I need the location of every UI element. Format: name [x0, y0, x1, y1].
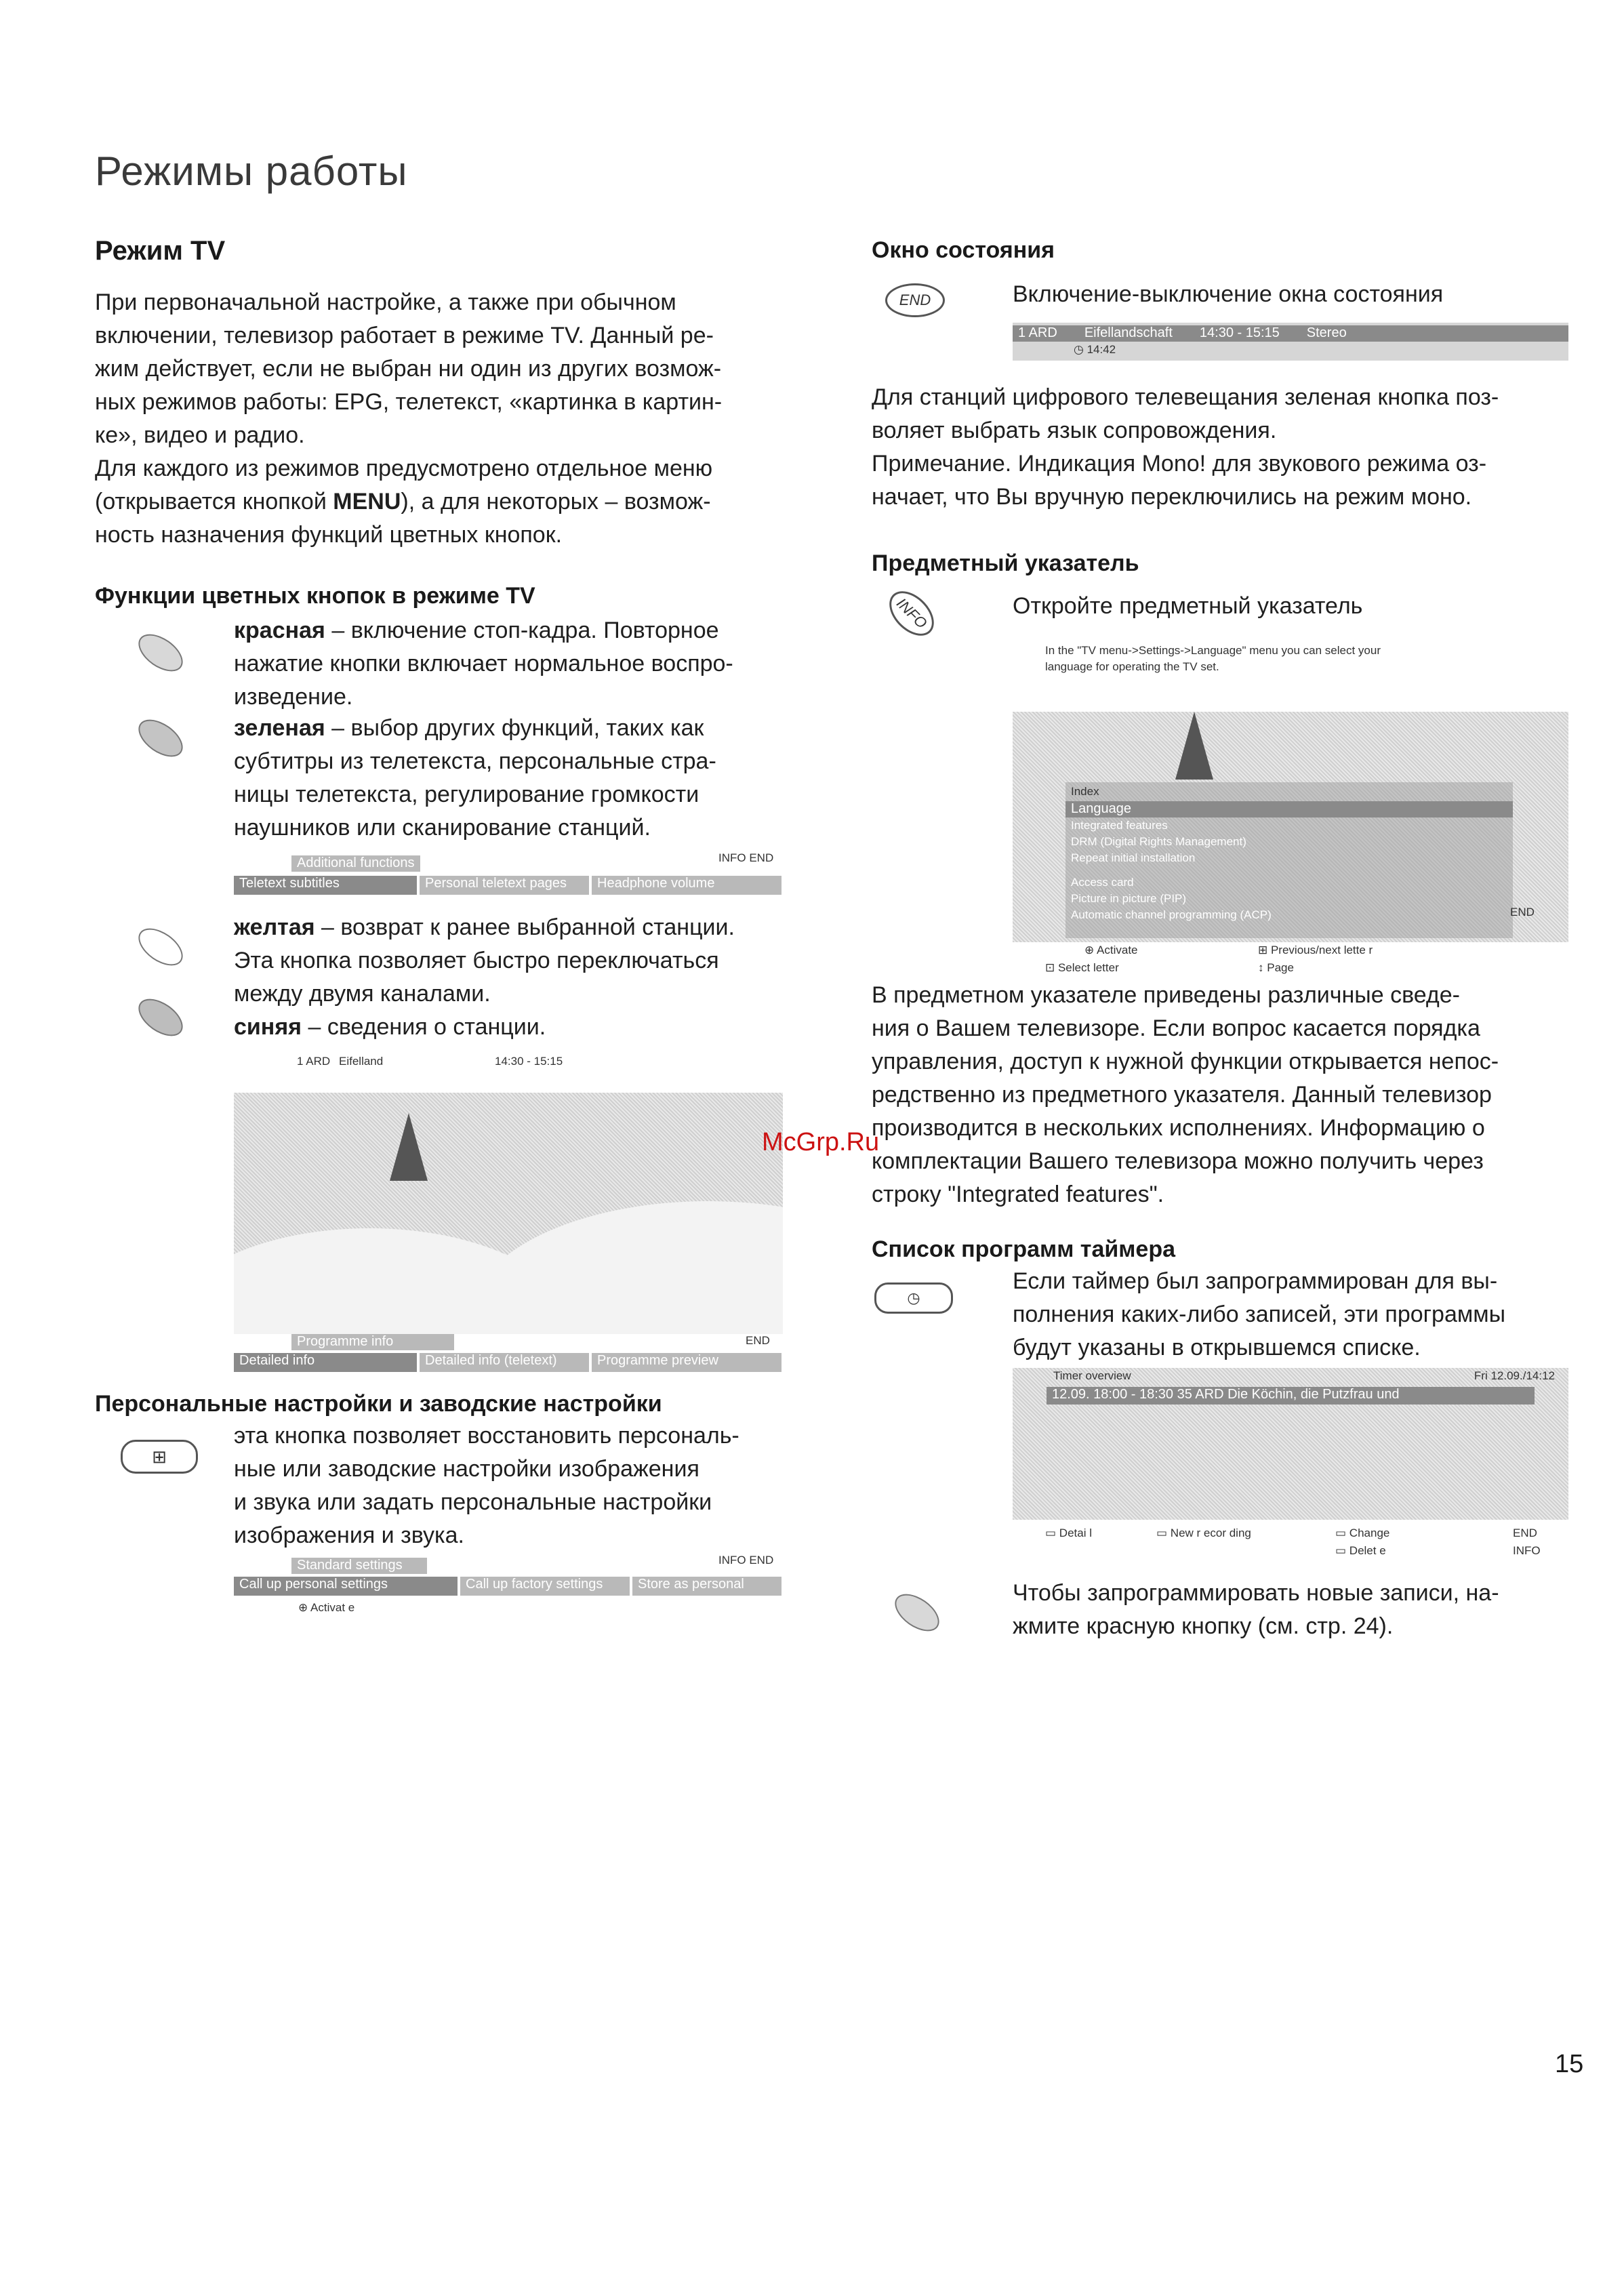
- timer-delete: ▭ Delet e: [1335, 1544, 1386, 1557]
- final-paragraph: Чтобы запрограммировать новые записи, на- жмите красную кнопку (см. стр. 24).: [1013, 1580, 1499, 1639]
- intro-paragraph: При первоначальной настройке, а также при обычном включении, телевизор работает в режиме TV. Данный ре- жим действует, если не выбран ни один из других возмож- ных режимов работы: EPG, телетекст, «картинка в картин- ке», видео и радио. Для каждого из режимов предусмотрено отдельное меню (открывается кнопкой MENU), а для некоторых – возмож- ность назначения функций цветных кнопок.: [95, 289, 723, 548]
- timer-row[interactable]: 12.09. 18:00 - 18:30 35 ARD Die Köchin, die Putzfrau und: [1047, 1387, 1535, 1405]
- personal-screen-keys: INFO END: [718, 1554, 774, 1567]
- tv-mode-heading: Режим TV: [95, 236, 226, 266]
- yellow-button-text: желтая – возврат к ранее выбранной станции. Эта кнопка позволяет быстро переключаться между двумя каналами. синяя – сведения о станции.: [234, 914, 735, 1040]
- personal-screen-activate: ⊕ Activat e: [298, 1601, 355, 1614]
- status-window-screen: [1013, 323, 1568, 361]
- green-button-text: зеленая – выбор других функций, таких как субтитры из телетекста, персональные стра- ницы телетекста, регулирование громкости наушников или сканирование станций.: [234, 715, 716, 841]
- blue-screen-item: Programme preview: [592, 1353, 781, 1372]
- timer-title: Timer overview: [1053, 1369, 1131, 1382]
- index-item[interactable]: Automatic channel programming (ACP): [1071, 908, 1272, 921]
- index-paragraph: В предметном указателе приведены различные сведе- ния о Вашем телевизоре. Если вопрос касается порядка управления, доступ к нужной функции открывается непос- редственно из предметного указателя. Данный телевизор производится в нескольких исполнениях. Информацию о комплектации Вашего телевизора можно получить через строку "Integrated features".: [872, 982, 1499, 1207]
- blue-screen-item: Detailed info: [234, 1353, 417, 1372]
- personal-screen-item: Call up personal settings: [234, 1577, 458, 1596]
- index-item[interactable]: Picture in picture (PIP): [1071, 892, 1187, 905]
- timer-end: END: [1513, 1527, 1537, 1539]
- personal-screen-menu: [234, 1577, 783, 1596]
- index-heading: Предметный указатель: [872, 550, 1139, 576]
- status-bar: 1 ARD Eifellandschaft 14:30 - 15:15 Stereo: [1013, 325, 1568, 342]
- index-item[interactable]: Access card: [1071, 876, 1134, 889]
- red-button-icon: [132, 627, 190, 679]
- index-menu-title: Index: [1071, 785, 1099, 798]
- timer-screen: [1013, 1368, 1568, 1520]
- page-number: 15: [1555, 2050, 1584, 2078]
- index-menu: [1065, 782, 1513, 938]
- green-screen-bar-title: Additional functions: [291, 855, 420, 872]
- blue-screen-menu: [234, 1353, 783, 1372]
- timer-info: INFO: [1513, 1544, 1541, 1557]
- green-screen-keys: INFO END: [718, 851, 774, 864]
- personal-screen-item: Call up factory settings: [460, 1577, 630, 1596]
- green-screen-item: Personal teletext pages: [420, 876, 589, 895]
- snow-hill: [471, 1201, 783, 1334]
- index-note-1: In the "TV menu->Settings->Language" menu you can select your: [1045, 644, 1381, 657]
- green-screen-menu: [234, 876, 783, 895]
- index-end: END: [1510, 906, 1535, 918]
- page-title: Режимы работы: [95, 148, 408, 194]
- picture-settings-button-icon: ⊞: [121, 1440, 198, 1474]
- index-screen: [1013, 712, 1568, 942]
- index-action: Откройте предметный указатель: [1013, 593, 1363, 619]
- index-prevnext: ⊞ Previous/next lette r: [1258, 944, 1373, 956]
- red-button-icon: [889, 1587, 946, 1639]
- index-activate: ⊕ Activate: [1084, 944, 1138, 956]
- menu-key-label: MENU: [333, 489, 401, 514]
- personal-settings-heading: Персональные настройки и заводские настройки: [95, 1391, 662, 1417]
- status-paragraph: Для станций цифрового телевещания зеленая кнопка поз- воляет выбрать язык сопровождения. Примечание. Индикация Mono! для звукового режима оз- начает, что Вы вручную переключились на режим моно.: [872, 384, 1499, 510]
- personal-settings-text: эта кнопка позволяет восстановить персональ- ные или заводские настройки изображения и звука или задать персональные настройки изображения и звука.: [234, 1423, 739, 1548]
- end-button-icon: END: [885, 283, 945, 317]
- tree-icon: [1175, 712, 1213, 780]
- blue-screen-item: Detailed info (teletext): [420, 1353, 589, 1372]
- blue-screen-program: Eifelland: [339, 1055, 384, 1068]
- red-button-text: красная – включение стоп-кадра. Повторное нажатие кнопки включает нормальное воспро- изведение.: [234, 618, 733, 710]
- blue-screen-time: 14:30 - 15:15: [495, 1055, 563, 1068]
- timer-paragraph: Если таймер был запрограммирован для вы- полнения каких-либо записей, эти программы будут указаны в открывшемся списке.: [1013, 1268, 1506, 1360]
- index-item[interactable]: Repeat initial installation: [1071, 851, 1196, 864]
- watermark: McGrp.Ru: [762, 1128, 880, 1156]
- info-button-icon: INFO: [881, 583, 943, 645]
- status-clock: ◷ 14:42: [1074, 343, 1116, 356]
- index-note-2: language for operating the TV set.: [1045, 660, 1219, 673]
- blue-button-icon: [132, 992, 190, 1044]
- blue-screen-picture: [234, 1093, 783, 1334]
- status-window-heading: Окно состояния: [872, 237, 1055, 263]
- timer-heading: Список программ таймера: [872, 1236, 1175, 1262]
- timer-date: Fri 12.09./14:12: [1474, 1369, 1555, 1382]
- index-item[interactable]: DRM (Digital Rights Management): [1071, 835, 1246, 848]
- index-page: ↕ Page: [1258, 961, 1294, 974]
- tree-icon: [390, 1113, 428, 1181]
- status-action: Включение-выключение окна состояния: [1013, 281, 1444, 307]
- yellow-button-icon: [132, 921, 190, 973]
- personal-screen-bar-title: Standard settings: [291, 1558, 427, 1574]
- timer-change: ▭ Change: [1335, 1527, 1390, 1539]
- timer-detail: ▭ Detai l: [1045, 1527, 1092, 1539]
- timer-button-icon: ◷: [874, 1282, 953, 1314]
- index-select: ⊡ Select letter: [1045, 961, 1119, 974]
- personal-screen-item: Store as personal: [632, 1577, 781, 1596]
- blue-screen-end: END: [746, 1334, 770, 1347]
- color-functions-heading: Функции цветных кнопок в режиме TV: [95, 583, 535, 609]
- green-button-icon: [132, 712, 190, 765]
- blue-screen-bar-title: Programme info: [291, 1334, 454, 1350]
- blue-screen-channel: 1 ARD: [297, 1055, 331, 1068]
- green-screen-item: Teletext subtitles: [234, 876, 417, 895]
- green-screen-item: Headphone volume: [592, 876, 781, 895]
- index-item[interactable]: Integrated features: [1071, 819, 1168, 832]
- timer-new-recording: ▭ New r ecor ding: [1156, 1527, 1251, 1539]
- index-item-selected[interactable]: Language: [1065, 801, 1513, 817]
